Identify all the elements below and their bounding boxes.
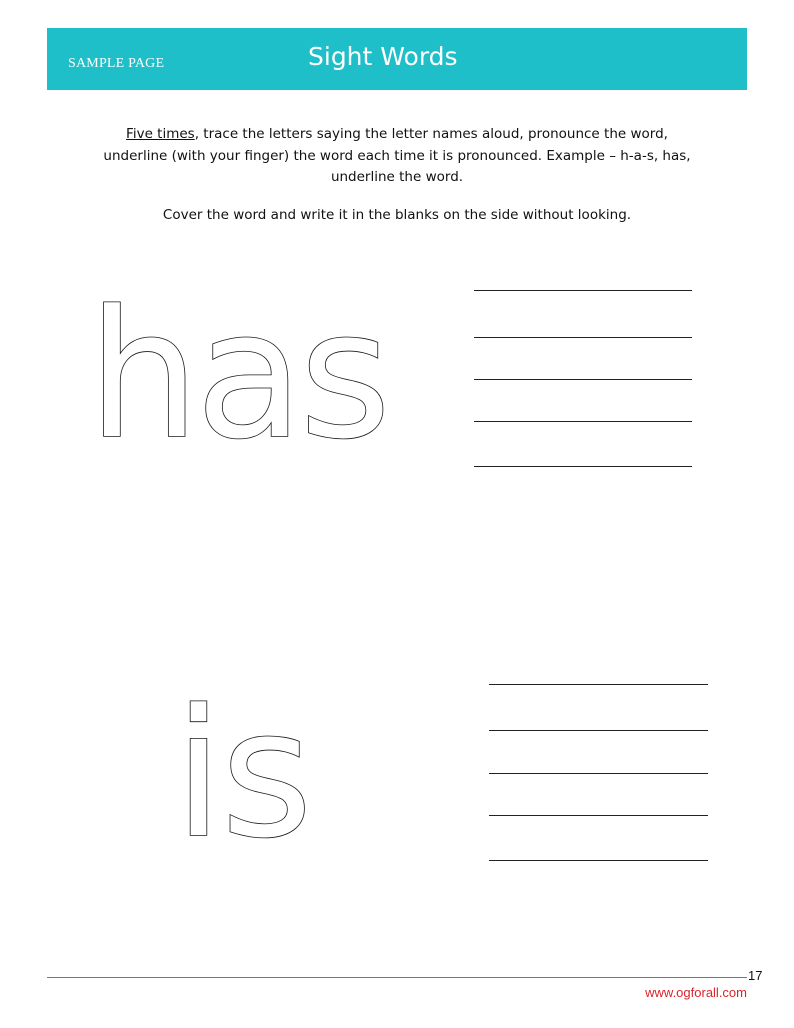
write-blank[interactable]	[474, 466, 692, 467]
page-number: 17	[748, 968, 763, 983]
website-link[interactable]: www.ogforall.com	[645, 985, 747, 1000]
write-blank[interactable]	[474, 290, 692, 291]
emphasis-five-times: Five times	[126, 126, 195, 142]
instruction-line-3: underline the word.	[330, 169, 464, 185]
trace-word-has: has	[88, 273, 388, 478]
instruction-line-2: underline (with your finger) the word each time it is pronounced. Example – h-a-s, has,	[103, 147, 691, 164]
cover-note: Cover the word and write it in the blanks on the side without looking.	[162, 206, 632, 223]
write-blank[interactable]	[474, 337, 692, 338]
write-blank[interactable]	[489, 815, 708, 816]
write-blank[interactable]	[489, 860, 708, 861]
instruction-line-1: , trace the letters saying the letter names aloud, pronounce the word,	[194, 126, 668, 142]
write-blank[interactable]	[489, 730, 708, 731]
sample-page-label: SAMPLE PAGE	[68, 56, 165, 71]
trace-word-is: is	[174, 672, 311, 877]
footer-divider	[47, 977, 747, 978]
page-title: Sight Words	[308, 42, 458, 71]
write-blank[interactable]	[474, 379, 692, 380]
write-blank[interactable]	[474, 421, 692, 422]
write-blank[interactable]	[489, 773, 708, 774]
write-blank[interactable]	[489, 684, 708, 685]
